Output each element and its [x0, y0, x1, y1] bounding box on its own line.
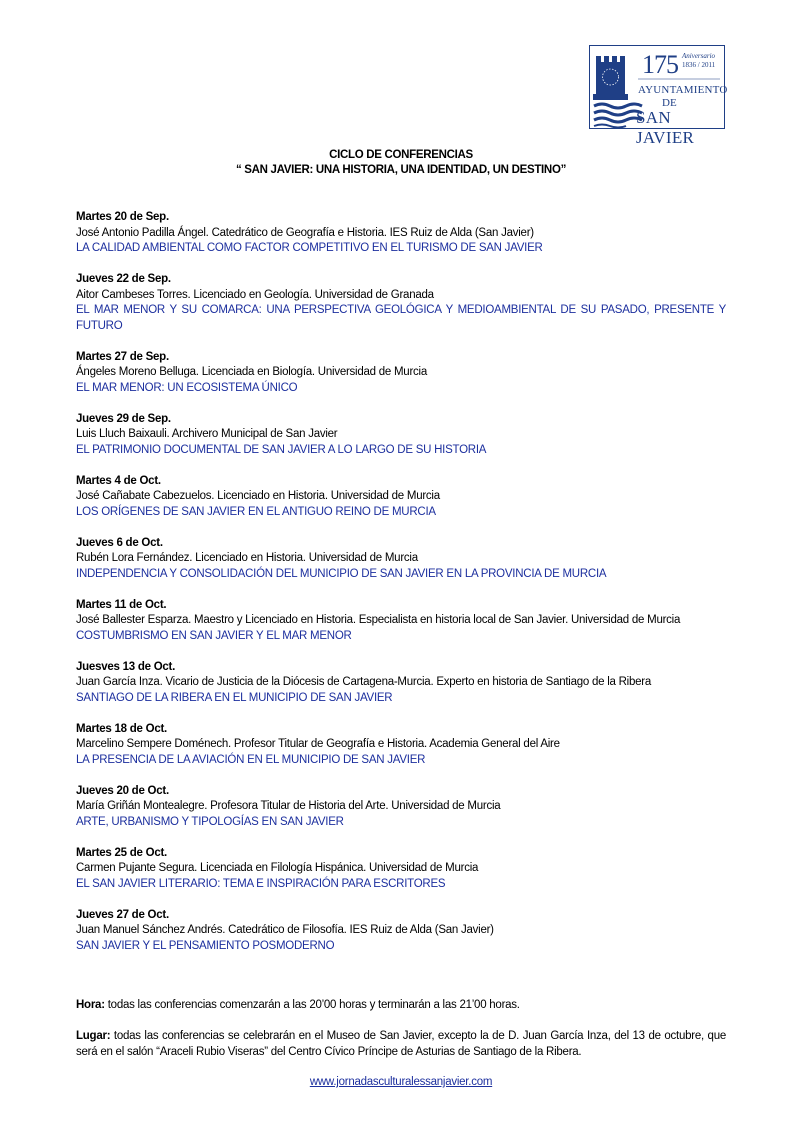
event-speaker: Juan Manuel Sánchez Andrés. Catedrático de Filosofía. IES Ruiz de Alda (San Javier) [76, 924, 494, 936]
event-item [76, 272, 726, 334]
logo-years: 1836 / 2011 [682, 61, 716, 69]
event-item [76, 210, 726, 257]
event-title: EL MAR MENOR Y SU COMARCA: UNA PERSPECTIVA GEOLÓGICA Y MEDIOAMBIENTAL DE SU PASADO, PRESENTE Y FUTURO [76, 304, 726, 332]
event-date: Martes 20 de Sep. [76, 211, 169, 223]
event-item [76, 784, 726, 831]
event-item [76, 474, 726, 521]
event-item [76, 846, 726, 893]
event-speaker: José Antonio Padilla Ángel. Catedrático de Geografía e Historia. IES Ruiz de Alda (San Javier) [76, 226, 534, 239]
event-title: EL MAR MENOR: UN ECOSISTEMA ÚNICO [76, 381, 298, 394]
event-date: Juesves 13 de Oct. [76, 660, 176, 673]
schedule-time-note [76, 998, 726, 1014]
event-item [76, 660, 726, 707]
event-title: ARTE, URBANISMO Y TIPOLOGÍAS EN SAN JAVIER [76, 815, 344, 828]
event-title: LA PRESENCIA DE LA AVIACIÓN EN EL MUNICIPIO DE SAN JAVIER [76, 753, 426, 766]
logo-text-de: DE [662, 97, 677, 109]
event-speaker: Carmen Pujante Segura. Licenciada en Filología Hispánica. Universidad de Murcia [76, 862, 479, 874]
event-date: Jueves 6 de Oct. [76, 536, 163, 549]
event-speaker: Rubén Lora Fernández. Licenciado en Historia. Universidad de Murcia [76, 552, 418, 564]
event-date: Martes 25 de Oct. [76, 846, 167, 859]
event-speaker: José Ballester Esparza. Maestro y Licenciado en Historia. Especialista en historia local de San Javier. Universidad de Murcia [76, 614, 681, 626]
ayuntamiento-logo [589, 45, 728, 147]
event-speaker: María Griñán Montealegre. Profesora Titular de Historia del Arte. Universidad de Murcia [76, 800, 501, 812]
document-subheading: “ SAN JAVIER: UNA HISTORIA, UNA IDENTIDAD, UN DESTINO” [235, 164, 567, 176]
logo-anniversary-number: 175 [642, 50, 678, 79]
event-speaker: José Cañabate Cabezuelos. Licenciado en Historia. Universidad de Murcia [76, 490, 440, 502]
event-date: Martes 4 de Oct. [76, 474, 161, 487]
event-item [76, 412, 726, 459]
website-link[interactable]: www.jornadasculturalessanjavier.com [309, 1076, 493, 1088]
event-item [76, 722, 726, 769]
event-title: LOS ORÍGENES DE SAN JAVIER EN EL ANTIGUO REINO DE MURCIA [76, 505, 436, 518]
event-item [76, 908, 726, 955]
event-title: SAN JAVIER Y EL PENSAMIENTO POSMODERNO [76, 939, 335, 952]
venue-note [76, 1029, 726, 1060]
time-text: todas las conferencias comenzarán a las 20’00 horas y terminarán a las 21’00 horas. [104, 999, 520, 1011]
document-heading: CICLO DE CONFERENCIAS [329, 149, 473, 161]
event-speaker: Juan García Inza. Vicario de Justicia de la Diócesis de Cartagena-Murcia. Experto en historia de Santiago de la Ribera [76, 676, 652, 688]
event-item [76, 536, 726, 583]
event-title: EL SAN JAVIER LITERARIO: TEMA E INSPIRACIÓN PARA ESCRITORES [76, 877, 446, 890]
venue-text: todas las conferencias se celebrarán en el Museo de San Javier, excepto la de D. Juan García Inza, del 13 de octubre, que será en el salón “Araceli Rubio Viseras” del Centro Cívico Príncipe de Asturias de Santiago de la Ribera. [76, 1030, 726, 1058]
event-speaker: Luis Lluch Baixauli. Archivero Municipal de San Javier [76, 428, 338, 440]
logo-anniversary-label: Aniversario [682, 52, 716, 60]
event-title: LA CALIDAD AMBIENTAL COMO FACTOR COMPETITIVO EN EL TURISMO DE SAN JAVIER [76, 242, 543, 254]
time-label: Hora: [76, 999, 105, 1011]
event-date: Martes 18 de Oct. [76, 722, 167, 735]
logo-text-ayuntamiento: AYUNTAMIENTO [638, 84, 728, 96]
event-speaker: Marcelino Sempere Doménech. Profesor Titular de Geografía e Historia. Academia General del Aire [76, 738, 560, 750]
event-date: Martes 11 de Oct. [76, 598, 167, 611]
event-title: COSTUMBRISMO EN SAN JAVIER Y EL MAR MENOR [76, 629, 352, 642]
event-title: EL PATRIMONIO DOCUMENTAL DE SAN JAVIER A LO LARGO DE SU HISTORIA [76, 443, 487, 456]
event-speaker: Aitor Cambeses Torres. Licenciado en Geología. Universidad de Granada [76, 288, 434, 301]
venue-label: Lugar: [76, 1030, 111, 1042]
event-date: Jueves 29 de Sep. [76, 412, 171, 425]
conference-schedule [76, 210, 726, 970]
event-date: Jueves 20 de Oct. [76, 784, 169, 797]
event-date: Jueves 22 de Sep. [76, 273, 171, 285]
event-title: INDEPENDENCIA Y CONSOLIDACIÓN DEL MUNICIPIO DE SAN JAVIER EN LA PROVINCIA DE MURCIA [76, 567, 607, 580]
event-date: Jueves 27 de Oct. [76, 908, 169, 921]
event-item [76, 350, 726, 397]
event-speaker: Ángeles Moreno Belluga. Licenciada en Biología. Universidad de Murcia [76, 366, 427, 378]
event-title: SANTIAGO DE LA RIBERA EN EL MUNICIPIO DE SAN JAVIER [76, 691, 393, 704]
logo-text-san-javier: SAN JAVIER [636, 108, 695, 147]
website-footer [0, 1076, 802, 1088]
event-date: Martes 27 de Sep. [76, 350, 169, 363]
event-item [76, 598, 726, 645]
